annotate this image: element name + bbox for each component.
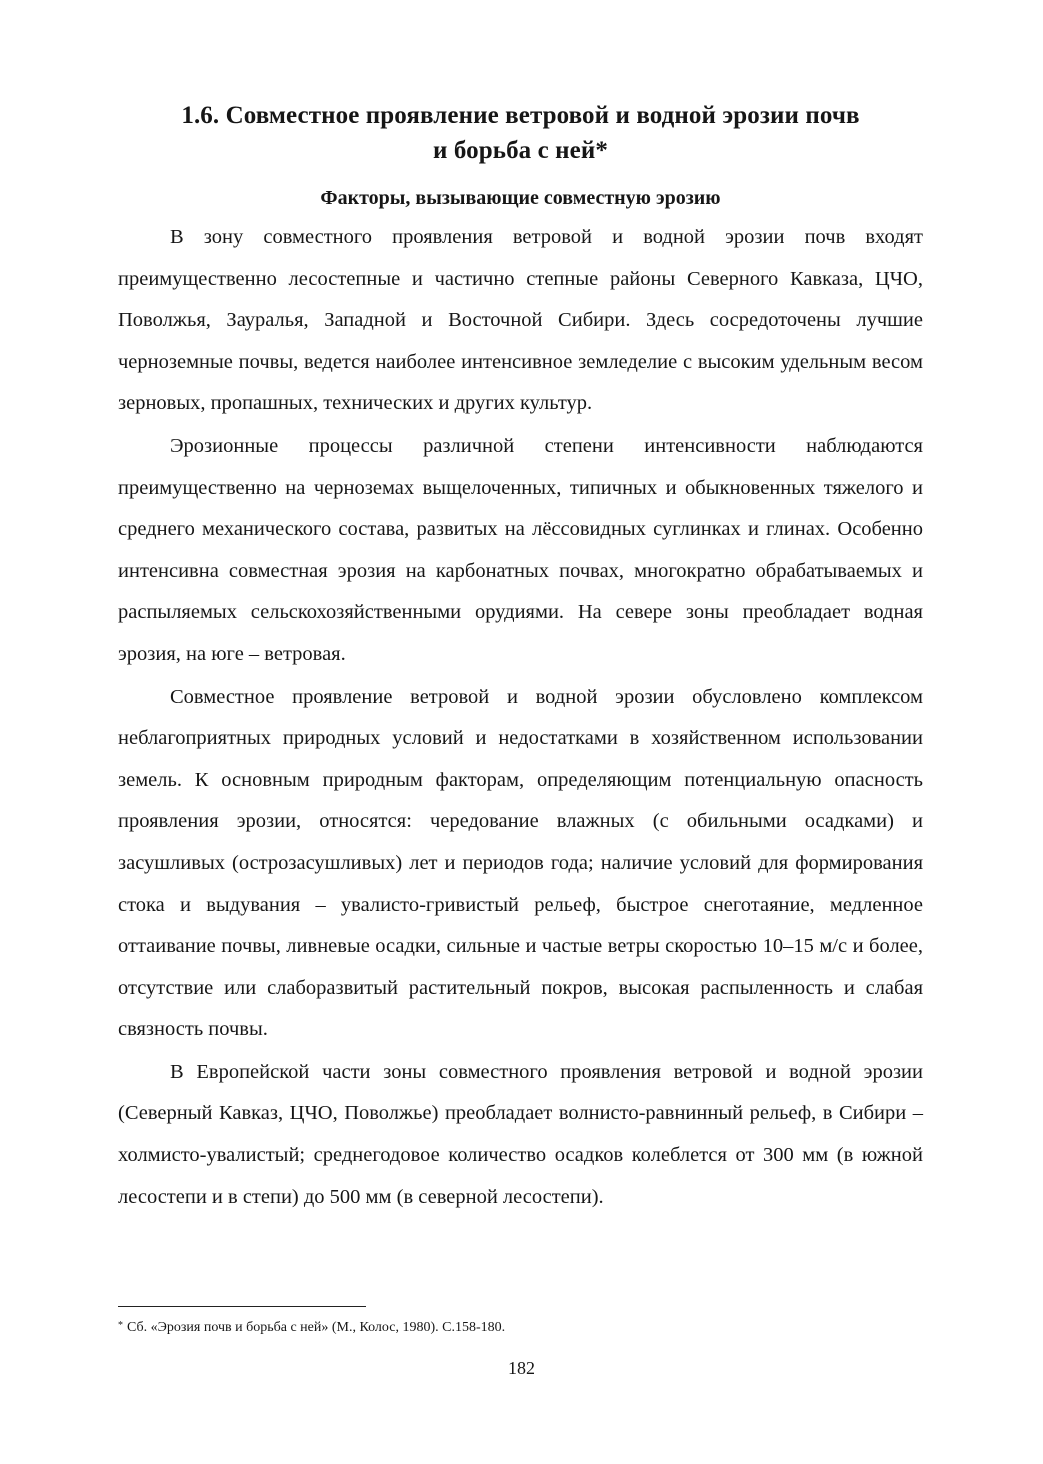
section-title-line-2-text: и борьба с ней [433, 137, 596, 164]
footnote-text: Сб. «Эрозия почв и борьба с ней» (М., Колос, 1980). С.158-180. [127, 1320, 506, 1335]
section-title [118, 98, 923, 168]
section-title-line-2 [118, 133, 923, 168]
paragraph-1: В зону совместного проявления ветровой и водной эрозии почв входят преимущественно лесостепные и частично степные районы Северного Кавказа, ЦЧО, Поволжья, Зауралья, Западной и Восточной Сибири. Здесь сосредоточены лучшие черноземные почвы, ведется наиболее интенсивное земледелие с высоким удельным весом зерновых, пропашных, технических и других культур. [118, 226, 923, 415]
paragraph-4: В Европейской части зоны совместного проявления ветровой и водной эрозии (Северный Кавказ, ЦЧО, Поволжье) преобладает волнисто-равнинный рельеф, в Сибири – холмисто-увалистый; среднегодовое количество осадков колеблется от 300 мм (в южной лесостепи и в степи) до 500 мм (в северной лесостепи). [118, 1060, 923, 1208]
subsection-heading: Факторы, вызывающие совместную эрозию [320, 187, 721, 209]
paragraph-2: Эрозионные процессы различной степени интенсивности наблюдаются преимущественно на черноземах выщелоченных, типичных и обыкновенных тяжелого и среднего механического состава, развитых на лёссовидных суглинках и глинах. Особенно интенсивна совместная эрозия на карбонатных почвах, многократно обрабатываемых и распыляемых сельскохозяйственными орудиями. На севере зоны преобладает водная эрозия, на юге – ветровая. [118, 434, 923, 665]
footnote-separator [118, 1306, 366, 1307]
footnote [118, 1318, 923, 1338]
page-body [118, 98, 923, 1218]
footnote-reference-mark: * [595, 137, 608, 164]
section-title-line-1: 1.6. Совместное проявление ветровой и водной эрозии почв [181, 102, 860, 129]
paragraph-3: Совместное проявление ветровой и водной эрозии обусловлено комплексом неблагоприятных природных условий и недостатками в хозяйственном использовании земель. К основным природным факторам, определяющим потенциальную опасность проявления эрозии, относятся: чередование влажных (с обильными осадками) и засушливых (острозасушливых) лет и периодов года; наличие условий для формирования стока и выдувания – увалисто-гривистый рельеф, быстрое снеготаяние, медленное оттаивание почвы, ливневые осадки, сильные и частые ветры скоростью 10–15 м/с и более, отсутствие или слаборазвитый растительный покров, высокая распыленность и слабая связность почвы. [118, 685, 923, 1041]
footnote-mark: * [118, 1320, 123, 1331]
page-number: 182 [508, 1358, 535, 1378]
